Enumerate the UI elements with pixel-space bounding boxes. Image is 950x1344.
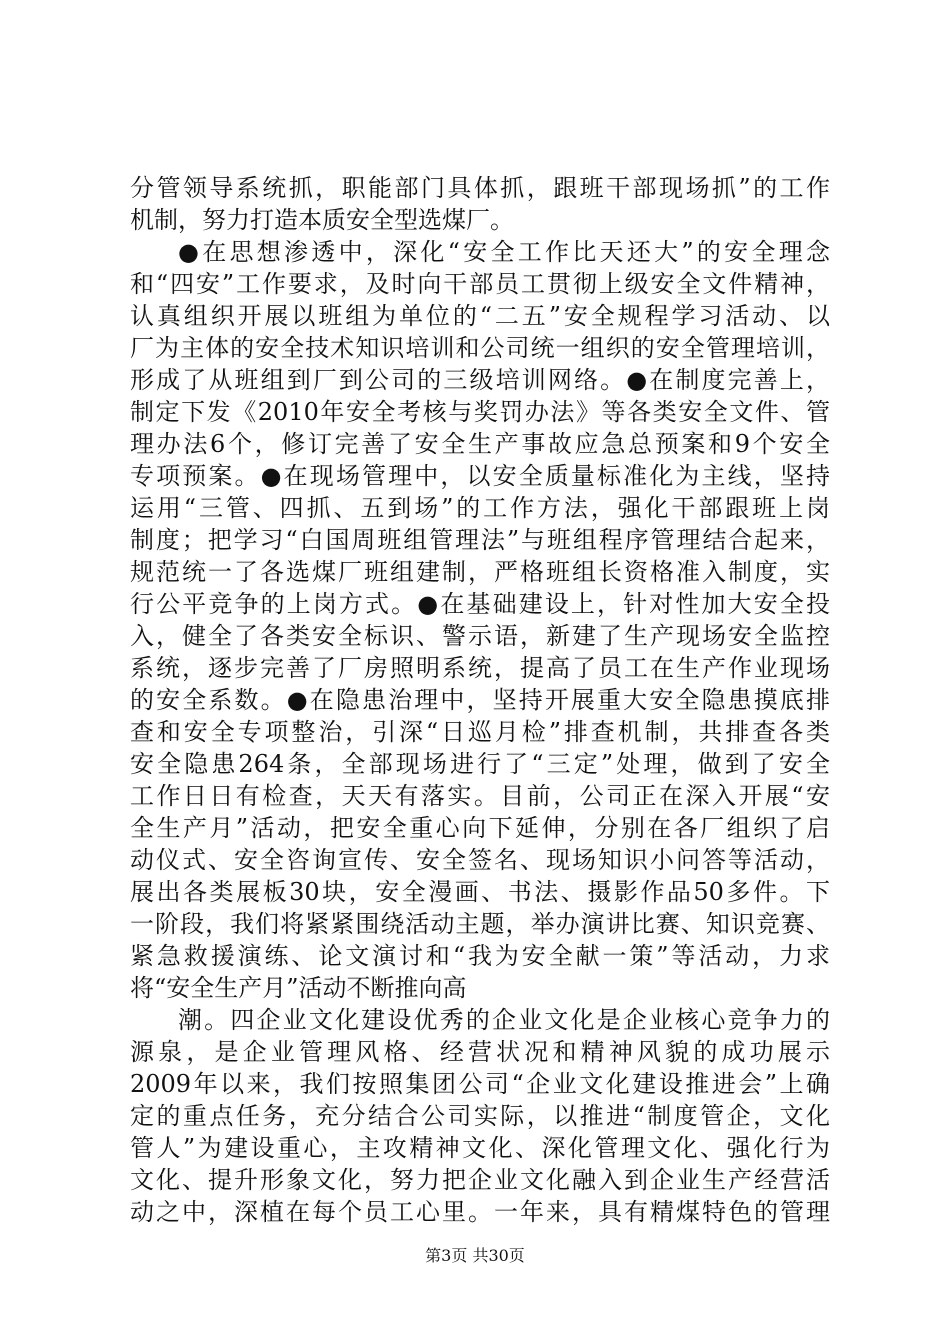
- text-line: 2009年以来，我们按照集团公司“企业文化建设推进会”上确: [130, 1070, 830, 1098]
- text-line: 运用“三管、四抓、五到场”的工作方法，强化干部跟班上岗: [130, 494, 830, 522]
- text-line: ●在思想渗透中，深化“安全工作比天还大”的安全理念: [178, 238, 830, 266]
- text-line: 定的重点任务，充分结合公司实际，以推进“制度管企，文化: [130, 1102, 830, 1130]
- text-line: 厂为主体的安全技术知识培训和公司统一组织的安全管理培训，: [130, 334, 830, 362]
- text-line: 安全隐患264条，全部现场进行了“三定”处理，做到了安全: [130, 750, 830, 778]
- text-line: 行公平竞争的上岗方式。●在基础建设上，针对性加大安全投: [130, 590, 830, 618]
- text-line: 动之中，深植在每个员工心里。一年来，具有精煤特色的管理: [130, 1198, 830, 1226]
- text-line: 将“安全生产月”活动不断推向高: [130, 974, 467, 1002]
- text-line: 制度；把学习“白国周班组管理法”与班组程序管理结合起来，: [130, 526, 830, 554]
- text-line: 查和安全专项整治，引深“日巡月检”排查机制，共排查各类: [130, 718, 830, 746]
- text-line: 理办法6个，修订完善了安全生产事故应急总预案和9个安全: [130, 430, 830, 458]
- text-line: 制定下发《2010年安全考核与奖罚办法》等各类安全文件、管: [130, 398, 830, 426]
- text-line: 一阶段，我们将紧紧围绕活动主题，举办演讲比赛、知识竞赛、: [130, 910, 830, 938]
- text-line: 文化、提升形象文化，努力把企业文化融入到企业生产经营活: [130, 1166, 830, 1194]
- text-line: 分管领导系统抓，职能部门具体抓，跟班干部现场抓”的工作: [130, 174, 830, 202]
- body-text: [130, 172, 830, 1228]
- text-line: 入，健全了各类安全标识、警示语，新建了生产现场安全监控: [130, 622, 830, 650]
- text-line: 展出各类展板30块，安全漫画、书法、摄影作品50多件。下: [130, 878, 830, 906]
- text-line: 机制，努力打造本质安全型选煤厂。: [130, 206, 514, 234]
- page-footer: 第3页 共30页: [425, 1246, 525, 1265]
- text-line: 规范统一了各选煤厂班组建制，严格班组长资格准入制度，实: [130, 558, 830, 586]
- text-line: 管人”为建设重心，主攻精神文化、深化管理文化、强化行为: [130, 1134, 830, 1162]
- text-line: 动仪式、安全咨询宣传、安全签名、现场知识小问答等活动，: [130, 846, 830, 874]
- text-line: 的安全系数。●在隐患治理中，坚持开展重大安全隐患摸底排: [130, 686, 830, 714]
- text-line: 系统，逐步完善了厂房照明系统，提高了员工在生产作业现场: [130, 654, 830, 682]
- text-line: 专项预案。●在现场管理中，以安全质量标准化为主线，坚持: [130, 462, 830, 490]
- text-line: 源泉，是企业管理风格、经营状况和精神风貌的成功展示: [130, 1038, 830, 1066]
- text-line: 全生产月”活动，把安全重心向下延伸，分别在各厂组织了启: [130, 814, 830, 842]
- text-line: 形成了从班组到厂到公司的三级培训网络。●在制度完善上，: [130, 366, 830, 394]
- text-line: 潮。四企业文化建设优秀的企业文化是企业核心竞争力的: [178, 1006, 830, 1034]
- text-line: 工作日日有检查，天天有落实。目前，公司正在深入开展“安: [130, 782, 830, 810]
- text-line: 认真组织开展以班组为单位的“二五”安全规程学习活动、以: [130, 302, 830, 330]
- text-line: 和“四安”工作要求，及时向干部员工贯彻上级安全文件精神，: [130, 270, 830, 298]
- text-line: 紧急救援演练、论文演讨和“我为安全献一策”等活动，力求: [130, 942, 830, 970]
